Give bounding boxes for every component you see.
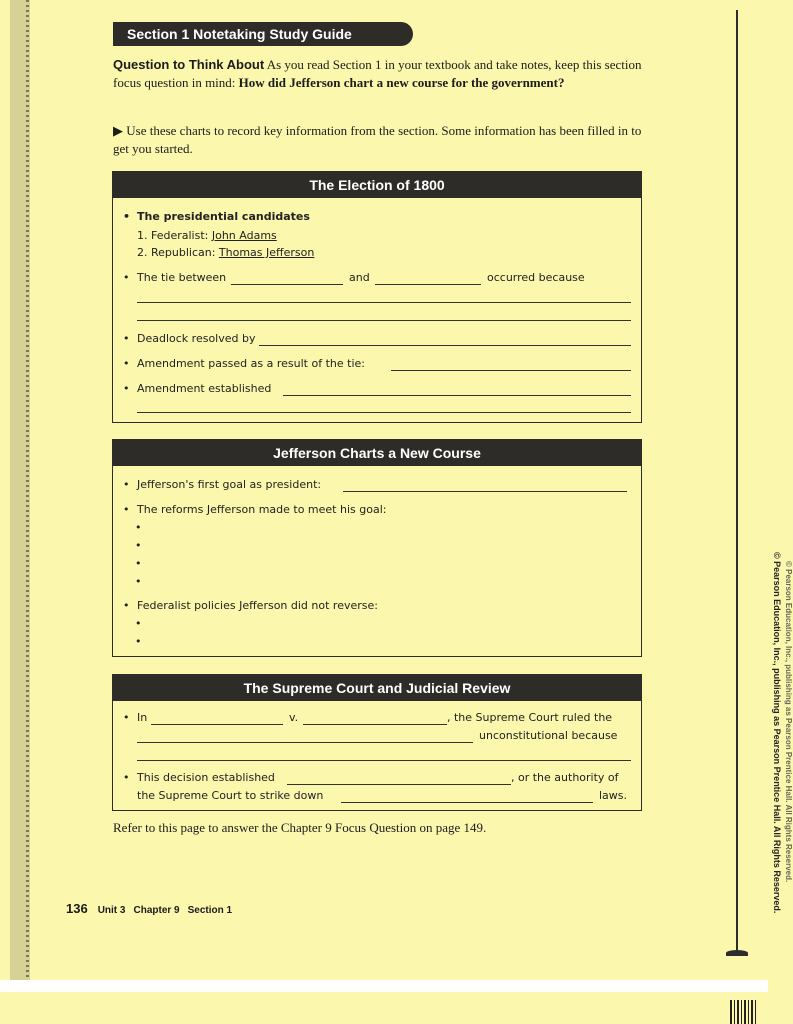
first-goal-label: • Jefferson's first goal as president:: [137, 478, 321, 491]
new-course-chart-body: [113, 466, 641, 654]
page-gap: [0, 980, 768, 992]
decision-established-label: • This decision established: [137, 771, 275, 784]
first-goal-blank[interactable]: [343, 491, 627, 492]
barcode: [730, 1000, 756, 1024]
election-chart-body: [113, 198, 641, 420]
strike-down-label: the Supreme Court to strike down: [137, 789, 324, 802]
tie-and-label: and: [349, 271, 370, 284]
election-chart-title: The Election of 1800: [113, 172, 641, 198]
case-in-label: • In: [137, 711, 147, 724]
scan-edge-dark: [26, 0, 29, 985]
candidate-federalist-prefix: 1. Federalist:: [137, 229, 212, 242]
unit-label: Unit 3: [97, 905, 126, 916]
case-ruling-blank[interactable]: [137, 742, 473, 743]
reform-bullet-1[interactable]: •: [135, 521, 142, 534]
margin-rule: [736, 10, 738, 955]
instructions: ▶ Use these charts to record key information from the section. Some information has been filled in to get you started.: [113, 123, 642, 156]
case-v-label: v.: [289, 711, 299, 724]
next-page-edge: [10, 1000, 768, 1024]
case-plaintiff-blank[interactable]: [151, 724, 283, 725]
tie-reason-line-1[interactable]: [137, 302, 631, 303]
page-footer: [66, 901, 240, 916]
supreme-court-chart-body: [113, 701, 641, 808]
reforms-label: • The reforms Jefferson made to meet his goal:: [137, 503, 386, 516]
supreme-court-chart-title: The Supreme Court and Judicial Review: [113, 675, 641, 701]
candidate-federalist: [137, 229, 277, 242]
unconstitutional-label: unconstitutional because: [479, 729, 618, 742]
reform-bullet-4[interactable]: •: [135, 575, 142, 588]
copyright-text: © Pearson Education, Inc., publishing as Pearson Prentice Hall. All Rights Reserved.: [772, 552, 782, 914]
tie-blank-1[interactable]: [231, 284, 343, 285]
authority-label: , or the authority of: [511, 771, 619, 784]
deadlock-blank[interactable]: [259, 345, 631, 346]
candidate-republican-prefix: 2. Republican:: [137, 246, 219, 259]
candidate-republican-value: Thomas Jefferson: [218, 246, 315, 259]
new-course-chart: [112, 439, 642, 657]
amendment-passed-label: • Amendment passed as a result of the tie:: [137, 357, 365, 370]
case-ruled-label: , the Supreme Court ruled the: [447, 711, 613, 724]
chapter-label: Chapter 9: [133, 905, 180, 916]
candidate-republican: [137, 246, 314, 259]
tie-reason-line-2[interactable]: [137, 320, 631, 321]
reform-bullet-2[interactable]: •: [135, 539, 142, 552]
page-number: 136: [66, 901, 88, 916]
tie-because-label: occurred because: [487, 271, 585, 284]
supreme-court-chart: [112, 674, 642, 811]
think-label: Question to Think About: [113, 57, 265, 72]
margin-rule-foot: [726, 950, 748, 956]
amendment-established-line-2[interactable]: [137, 412, 631, 413]
candidates-label: • The presidential candidates: [137, 210, 310, 223]
not-reversed-label: • Federalist policies Jefferson did not reverse:: [137, 599, 378, 612]
copyright-text-faint: © Pearson Education, Inc., publishing as Pearson Prentice Hall. All Rights Reserved.: [784, 561, 793, 883]
not-reversed-bullet-2[interactable]: •: [135, 635, 142, 648]
think-text: As you read Section 1 in your textbook and take notes, keep this section focus question in mind:: [113, 57, 642, 90]
unconstitutional-reason-line[interactable]: [137, 760, 631, 761]
think-about: [113, 56, 648, 92]
section-label: Section 1: [187, 905, 233, 916]
page-title: Section 1 Notetaking Study Guide: [113, 22, 413, 46]
refer-note: Refer to this page to answer the Chapter 9 Focus Question on page 149.: [113, 820, 487, 835]
candidate-federalist-value: John Adams: [211, 229, 277, 242]
focus-question: How did Jefferson chart a new course for the government?: [238, 75, 565, 90]
amendment-established-label: • Amendment established: [137, 382, 271, 395]
laws-label: laws.: [599, 789, 628, 802]
not-reversed-bullet-1[interactable]: •: [135, 617, 142, 630]
case-defendant-blank[interactable]: [303, 724, 447, 725]
tie-blank-2[interactable]: [375, 284, 481, 285]
amendment-established-blank[interactable]: [283, 395, 631, 396]
election-chart: [112, 171, 642, 423]
strike-down-blank[interactable]: [341, 802, 593, 803]
deadlock-label: • Deadlock resolved by: [137, 332, 255, 345]
amendment-passed-blank[interactable]: [391, 370, 631, 371]
reform-bullet-3[interactable]: •: [135, 557, 142, 570]
new-course-chart-title: Jefferson Charts a New Course: [113, 440, 641, 466]
tie-between-label: • The tie between: [137, 271, 226, 284]
decision-established-blank[interactable]: [287, 784, 511, 785]
